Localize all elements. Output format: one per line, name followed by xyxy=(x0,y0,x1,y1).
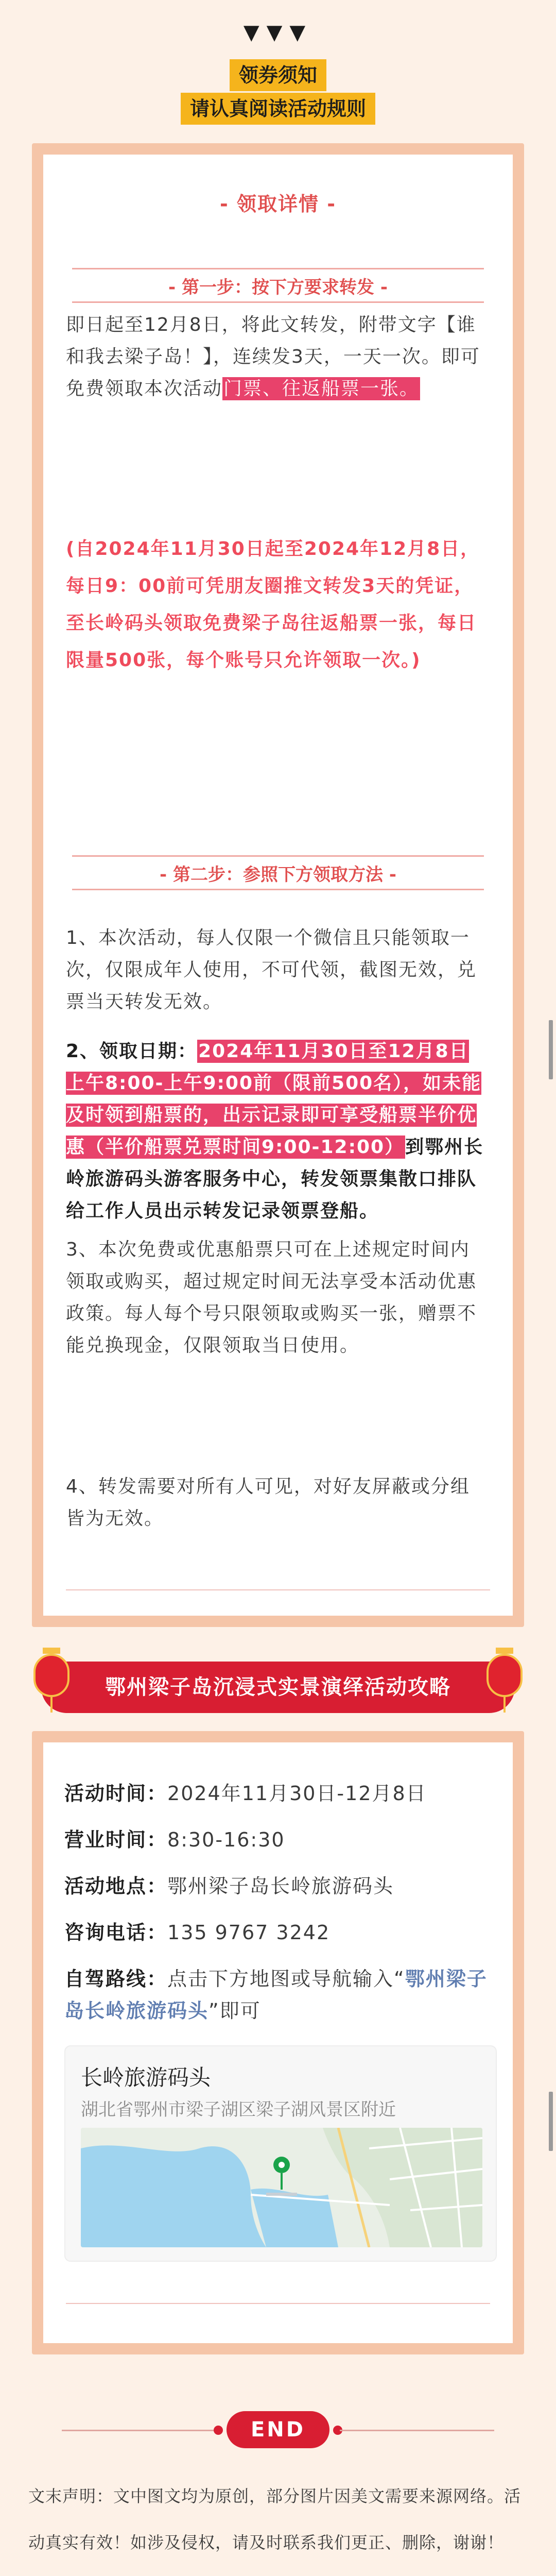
step2-title: - 第二步：参照下方领取方法 - xyxy=(160,865,396,885)
info-row-phone xyxy=(64,1917,330,1948)
map-image[interactable] xyxy=(81,2128,482,2247)
info-row-hours xyxy=(64,1824,285,1856)
info-label: 营业时间： xyxy=(64,1828,168,1851)
drive-text: 点击下方地图或导航输入“ xyxy=(167,1968,405,1990)
down-arrows-icon: ▼▼▼ xyxy=(243,21,313,44)
footer-disclaimer: 文末声明：文中图文均为原创，部分图片因美文需要来源网络。活动真实有效！如涉及侵权，请及时联系我们更正、删除，谢谢！ xyxy=(28,2486,522,2552)
map-drawing xyxy=(81,2128,482,2247)
info-value: 2024年11月30日-12月8日 xyxy=(167,1782,427,1805)
lantern-right-icon xyxy=(486,1654,523,1697)
map-title: 长岭旅游码头 xyxy=(81,2065,211,2090)
map-subtitle: 湖北省鄂州市梁子湖区梁子湖风景区附近 xyxy=(81,2099,396,2120)
info-label: 自驾路线： xyxy=(64,1968,168,1990)
rule-item-4: 4、转发需要对所有人可见，对好友屏蔽或分组皆为无效。 xyxy=(66,1476,470,1529)
notice-tag-label: 领券须知 xyxy=(230,59,326,91)
step2-line-top xyxy=(72,855,484,857)
info-value: 135 9767 3242 xyxy=(167,1921,331,1944)
step1-line-top xyxy=(72,268,484,269)
rule-item-2-suffix: 到鄂州长岭旅游码头游客服务中心，转发领票集散口排队给工作人员出示转发记录领票登船。 xyxy=(66,1137,484,1222)
step1-notice: (自2024年11月30日起至2024年12月8日，每日9：00前可凭朋友圈推文转发3天的凭证，至长岭码头领取免费梁子岛往返船票一张，每日限量500张，每个账号只允许领取一次。) xyxy=(66,538,480,671)
scrollbar-thumb[interactable] xyxy=(549,1020,553,1079)
step1-line-bottom xyxy=(72,301,484,303)
end-line-right xyxy=(340,2430,494,2431)
info-value: 8:30-16:30 xyxy=(167,1828,285,1851)
end-dot-left xyxy=(214,2426,223,2435)
info-row-drive xyxy=(64,1963,492,2027)
rules-tag-label: 请认真阅读活动规则 xyxy=(181,93,375,125)
guide-banner: 鄂州梁子岛沉浸式实景演绎活动攻略 xyxy=(41,1662,515,1713)
rules-divider xyxy=(66,1589,490,1590)
rule-item-2-prefix: 2、领取日期： xyxy=(66,1041,198,1062)
rule-item-3: 3、本次免费或优惠船票只可在上述规定时间内领取或购买，超过规定时间无法享受本活动优惠政策。每人每个号只限领取或购买一张，赠票不能兑换现金，仅限领取当日使用。 xyxy=(66,1239,477,1356)
end-badge: END xyxy=(227,2411,329,2448)
lantern-left-icon xyxy=(33,1654,70,1697)
info-value: 鄂州梁子岛长岭旅游码头 xyxy=(167,1875,394,1897)
info-label: 活动时间： xyxy=(64,1782,168,1805)
rule-item-2 xyxy=(66,1036,488,1227)
notice-tag xyxy=(0,59,556,91)
lantern-right-tassel xyxy=(503,1697,506,1713)
scrollbar-thumb-lower[interactable] xyxy=(549,2092,553,2151)
drive-end: ”即可 xyxy=(208,1999,261,2022)
map-card[interactable] xyxy=(64,2045,497,2262)
info-label: 咨询电话： xyxy=(64,1921,168,1944)
lantern-left-cap xyxy=(43,1648,60,1654)
step1-highlight: 门票、往返船票一张。 xyxy=(223,378,420,399)
end-line-left xyxy=(62,2430,216,2431)
info-row-location xyxy=(64,1870,394,1902)
info-label: 活动地点： xyxy=(64,1875,168,1897)
guide-divider xyxy=(66,2303,490,2304)
lantern-right-cap xyxy=(496,1648,513,1654)
step1-instructions xyxy=(66,309,488,405)
drive-link[interactable]: 鄂州梁子岛长岭旅游码头 xyxy=(64,1968,488,2022)
info-row-time xyxy=(64,1777,427,1809)
section-title: - 领取详情 - xyxy=(219,193,336,215)
rules-tag xyxy=(0,93,556,125)
lantern-left-tassel xyxy=(50,1697,53,1713)
rule-item-2-highlight: 2024年11月30日至12月8日上午8:00-上午9:00前（限前500名），如未能及时领到船票的，出示记录即可享受船票半价优惠（半价船票兑票时间9:00-12:00） xyxy=(66,1041,482,1158)
rule-item-1: 1、本次活动，每人仅限一个微信且只能领取一次，仅限成年人使用，不可代领，截图无效，兑票当天转发无效。 xyxy=(66,927,477,1012)
step1-title: - 第一步：按下方要求转发 - xyxy=(168,277,388,298)
step1-text: 即日起至12月8日，将此文转发，附带文字【谁和我去梁子岛！】，连续发3天，一天一次。即可免费领取本次活动 xyxy=(66,314,480,399)
step2-line-bottom xyxy=(72,889,484,890)
